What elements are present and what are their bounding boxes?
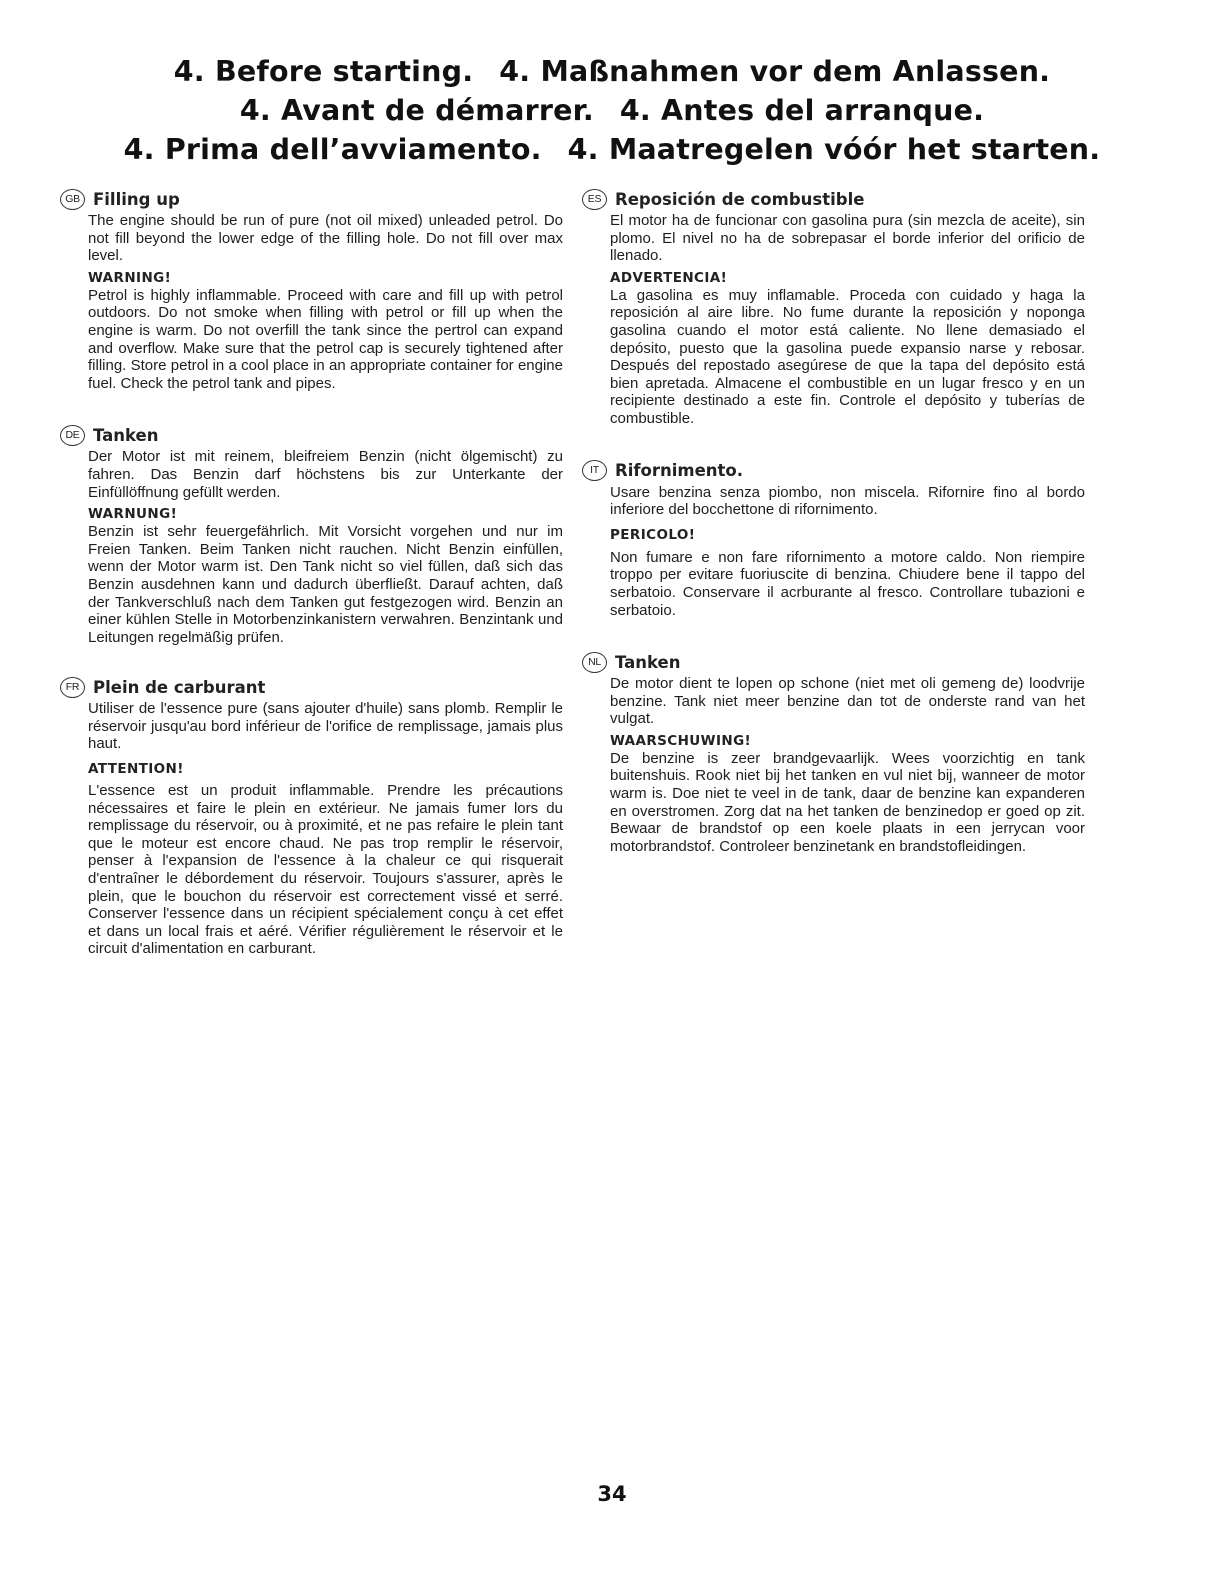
section-header — [60, 674, 563, 700]
title-fr: 4. Avant de démarrer. — [239, 94, 594, 127]
warning-title: WARNUNG! — [88, 506, 178, 523]
warning-body: Petrol is highly inflammable. Proceed with care and fill up with petrol outdoors. Do not smoke when filling with petrol or fill up when the engine is warm. Do not overfill the tank since the pertrol can expand and overflow. Make sure that the petrol cap is securely tightened after filling. Store petrol in a cool place in an appropriate container for engine fuel. Check the petrol tank and pipes. — [88, 286, 563, 392]
section-header — [60, 422, 563, 448]
language-badge-es: ES — [582, 189, 607, 210]
section-title: Tanken — [93, 425, 159, 445]
page-number: 34 — [597, 1482, 627, 1506]
left-column — [65, 186, 563, 984]
warning-body: De benzine is zeer brandgevaarlijk. Wees voorzichtig en tank buitenshuis. Rook niet bij het tanken en vul niet bij, wanneer de motor warm is. Doe niet te veel in de tank, daar de benzine kan expanderen en overstromen. Zorg dat na het tanken de benzinedop er goed op zit. Bewaar de brandstof op een koele plaats in een jerrycan voor motorbrandstof. Controleer benzinetank en brandstofleidingen. — [610, 749, 1085, 855]
warning-body: Benzin ist sehr feuergefährlich. Mit Vorsicht vorgehen und nur im Freien Tanken. Beim Tanken nicht rauchen. Nicht Benzin einfüllen, wenn der Motor warm ist. Den Tank nicht so viel füllen, daß sich das Benzin ausdehnen kann und dadurch überfließt. Darauf achten, daß der Tankverschluß nach dem Tanken gut festgezogen wird. Benzin an einer kühlen Stelle in Motorbenzinkanistern verwahren. Benzintank und Leitungen regelmäßig prüfen. — [88, 523, 563, 646]
section-body: Der Motor ist mit reinem, bleifreiem Benzin (nicht ölgemischt) zu fahren. Das Benzin darf höchstens bis zur Unterkante der Einfüllöffnung gefüllt werden. — [88, 448, 563, 501]
title-es: 4. Antes del arranque. — [619, 94, 985, 127]
section-body: Usare benzina senza piombo, non miscela. Rifornire fino al bordo inferiore del bocchettone di rifornimento. — [610, 483, 1085, 519]
warning-title: ADVERTENCIA! — [610, 269, 728, 286]
section-fr — [65, 674, 563, 958]
section-de — [65, 422, 563, 646]
section-it — [590, 458, 1085, 620]
section-gb — [65, 186, 563, 392]
section-body: De motor dient te lopen op schone (niet met oli gemeng de) loodvrije benzine. Tank niet meer benzine dan tot de onderste rand van het vulgat. — [610, 675, 1085, 728]
warning-title: WAARSCHUWING! — [610, 732, 752, 749]
title-de: 4. Maßnahmen vor dem Anlassen. — [499, 55, 1051, 88]
language-badge-de: DE — [60, 425, 85, 446]
section-title: Filling up — [93, 189, 180, 209]
title-line-3 — [0, 130, 1224, 169]
section-title: Reposición de combustible — [615, 189, 865, 209]
language-badge-it: IT — [582, 460, 607, 481]
section-header — [582, 649, 1085, 675]
warning-title: ATTENTION! — [88, 761, 184, 778]
section-title: Plein de carburant — [93, 677, 266, 697]
language-badge-gb: GB — [60, 189, 85, 210]
page-title — [0, 52, 1224, 169]
warning-body: Non fumare e non fare rifornimento a motore caldo. Non riempire troppo per evitare fuoriuscite di benzina. Chiudere bene il tappo del serbatoio. Conservare il acrburante al fresco. Controllare tubazioni e serbatoio. — [610, 548, 1085, 619]
section-body: Utiliser de l'essence pure (sans ajouter d'huile) sans plomb. Remplir le réservoir jusqu'au bord inférieur de l'orifice de remplissage, jamais plus haut. — [88, 700, 563, 753]
warning-body: L'essence est un produit inflammable. Prendre les précautions nécessaires et faire le plein en extérieur. Ne jamais fumer lors du remplissage du réservoir, ou à proximité, et ne pas refaire le plein tant que le moteur est encore chaud. Ne pas trop remplir le réservoir, penser à l'expansion de l'essence à la chaleur ce qui risquerait d'entraîner le débordement du réservoir. Toujours s'assurer, après le plein, que le bouchon du réservoir est correctement vissé et serré. Conserver l'essence dans un récipient spécialement conçu à cet effet et dans un local frais et aéré. Vérifier régulièrement le réservoir et le circuit d'alimentation en carburant. — [88, 782, 563, 958]
section-nl — [588, 649, 1085, 855]
section-es — [587, 186, 1085, 428]
title-line-1 — [0, 52, 1224, 91]
warning-title: WARNING! — [88, 269, 172, 286]
title-it: 4. Prima dell’avviamento. — [123, 133, 542, 166]
section-header — [582, 186, 1085, 212]
section-body: El motor ha de funcionar con gasolina pura (sin mezcla de aceite), sin plomo. El nivel no ha de sobrepasar el borde inferior del orificio de llenado. — [610, 212, 1085, 265]
section-header — [60, 186, 563, 212]
section-header — [582, 458, 1085, 484]
section-title: Rifornimento. — [615, 461, 744, 481]
section-body: The engine should be run of pure (not oil mixed) unleaded petrol. Do not fill beyond the lower edge of the filling hole. Do not fill over max level. — [88, 212, 563, 265]
title-line-2 — [0, 91, 1224, 130]
language-badge-nl: NL — [582, 652, 607, 673]
title-nl: 4. Maatregelen vóór het starten. — [567, 133, 1101, 166]
warning-title: PERICOLO! — [610, 526, 696, 543]
language-badge-fr: FR — [60, 677, 85, 698]
title-gb: 4. Before starting. — [173, 55, 474, 88]
section-title: Tanken — [615, 652, 681, 672]
warning-body: La gasolina es muy inflamable. Proceda con cuidado y haga la reposición al aire libre. No fume durante la reposición y noponga gasolina cuando el motor está caliente. No llene demasiado el depósito, puesto que la gasolina puede expansio narse y rebosar. Después del repostado asegúrese de que la tapa del depósito está bien apretada. Almacene el combustible en un lugar fresco y en un recipiente destinado a este fin. Controle el depósito y tuberías de combustible. — [610, 286, 1085, 427]
right-column — [587, 186, 1085, 881]
